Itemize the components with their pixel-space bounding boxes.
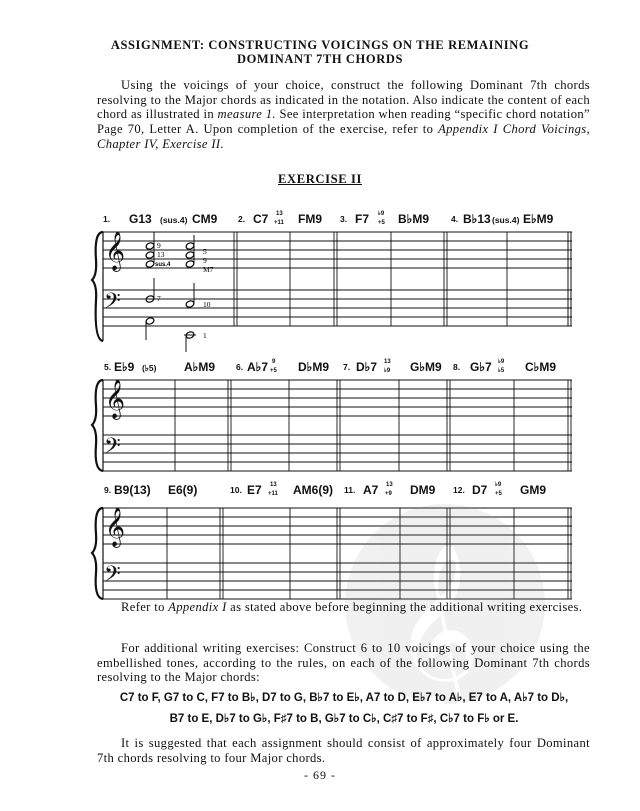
- svg-text:9: 9: [272, 359, 276, 365]
- annot-M7: M7: [203, 265, 214, 274]
- closing-paragraph: It is suggested that each assignment should consist of approximately four Dominant 7th chords resolving to four Major chords.: [97, 736, 590, 765]
- svg-text:13: 13: [270, 482, 277, 488]
- svg-text:3.: 3.: [340, 214, 348, 224]
- annot-7: 7: [157, 294, 161, 303]
- svg-text:F7: F7: [355, 212, 370, 226]
- svg-text:+9: +9: [385, 491, 392, 497]
- intro-paragraph: Using the voicings of your choice, construct the following Dominant 7th chords resolving to the Major chords as indicated in the notation. Also indicate the content of each chord as illustrated in measure 1. See interpretation when reading “specific chord notation” Page 70, Letter A. Upon completion of the exercise, refer to Appendix I Chord Voicings, Chapter IV, Exercise II.: [97, 78, 590, 151]
- svg-text:E♭9: E♭9: [114, 360, 135, 374]
- chord-list-line2: B7 to E, D♭7 to G♭, F♯7 to B, G♭7 to C♭, C♯7 to F♯, C♭7 to F♭ or E.: [169, 713, 519, 725]
- svg-text:5.: 5.: [104, 362, 112, 372]
- chord-labels-system-1: [103, 210, 554, 226]
- svg-text:G13: G13: [129, 212, 152, 226]
- treble-clef-icon: 𝄞: [105, 231, 126, 271]
- svg-text:A♭M9: A♭M9: [184, 360, 215, 374]
- treble-clef-icon: 𝄞: [105, 507, 126, 547]
- svg-text:B♭M9: B♭M9: [398, 212, 429, 226]
- chord-list-line1: C7 to F, G7 to C, F7 to B♭, D7 to G, B♭7 to E♭, A7 to D, E♭7 to A♭, E7 to A, A♭7 to D♭,: [119, 692, 569, 704]
- bass-staff-1: [103, 290, 572, 326]
- annot-13: 13: [157, 250, 165, 259]
- svg-text:+11: +11: [268, 491, 278, 497]
- svg-text:♭9: ♭9: [498, 359, 505, 365]
- assignment-heading-line2: DOMINANT 7TH CHORDS: [236, 52, 404, 66]
- svg-text:13: 13: [276, 211, 283, 217]
- annot-5: 5: [203, 247, 207, 256]
- svg-text:D♭M9: D♭M9: [298, 360, 329, 374]
- svg-text:1.: 1.: [103, 214, 111, 224]
- svg-text:10.: 10.: [230, 485, 242, 495]
- annot-10: 10: [203, 300, 211, 309]
- svg-text:A7: A7: [363, 483, 379, 497]
- svg-text:♭9: ♭9: [384, 368, 391, 374]
- svg-text:CM9: CM9: [192, 212, 218, 226]
- svg-text:FM9: FM9: [298, 212, 322, 226]
- svg-text:(♭5): (♭5): [142, 363, 157, 373]
- annot-9b: 9: [203, 256, 207, 265]
- svg-text:9.: 9.: [104, 485, 112, 495]
- svg-text:C♭M9: C♭M9: [525, 360, 556, 374]
- svg-text:GM9: GM9: [520, 483, 547, 497]
- system-2: [92, 380, 572, 471]
- exercise-title: EXERCISE II: [278, 172, 362, 186]
- svg-text:(sus.4): (sus.4): [160, 215, 188, 225]
- svg-text:E6(9): E6(9): [168, 483, 198, 497]
- svg-text:12.: 12.: [453, 485, 465, 495]
- page-number: - 69 -: [304, 768, 336, 782]
- svg-text:13: 13: [384, 359, 391, 365]
- svg-text:A♭7: A♭7: [247, 360, 268, 374]
- annot-9: 9: [157, 241, 161, 250]
- svg-text:11.: 11.: [344, 485, 356, 495]
- bass-clef-icon: 𝄢: [104, 289, 121, 319]
- svg-text:6.: 6.: [236, 362, 244, 372]
- svg-text:7.: 7.: [343, 362, 351, 372]
- chord-labels-system-2: [104, 358, 556, 374]
- assignment-heading-line1: ASSIGNMENT: CONSTRUCTING VOICINGS ON THE REMAINING: [110, 38, 530, 52]
- svg-text:8.: 8.: [453, 362, 461, 372]
- additional-paragraph: For additional writing exercises: Construct 6 to 10 voicings of your choice using the embellished tones, according to the rules, on each of the following Dominant 7th chords resolving to the Major chords:: [97, 641, 590, 685]
- svg-text:B9(13): B9(13): [114, 483, 151, 497]
- refer-paragraph: Refer to Appendix I as stated above before beginning the additional writing exercises.: [121, 600, 583, 614]
- bass-clef-icon: 𝄢: [104, 562, 121, 592]
- annot-sus4: sus.4: [155, 262, 171, 268]
- svg-text:G♭M9: G♭M9: [410, 360, 442, 374]
- svg-text:+5: +5: [270, 368, 277, 374]
- svg-text:+5: +5: [378, 220, 385, 226]
- svg-text:♭9: ♭9: [378, 211, 385, 217]
- svg-text:E♭M9: E♭M9: [523, 212, 554, 226]
- svg-text:4.: 4.: [451, 214, 459, 224]
- svg-text:DM9: DM9: [410, 483, 436, 497]
- svg-text:13: 13: [386, 482, 393, 488]
- svg-text:G♭7: G♭7: [470, 360, 492, 374]
- svg-text:D♭7: D♭7: [356, 360, 377, 374]
- svg-text:C7: C7: [253, 212, 269, 226]
- chord-labels-system-3: [104, 481, 546, 497]
- treble-clef-icon: 𝄞: [105, 379, 126, 419]
- svg-text:♭5: ♭5: [498, 368, 505, 374]
- svg-text:+11: +11: [274, 220, 284, 226]
- svg-text:𝄞: 𝄞: [392, 542, 481, 716]
- system-1: [92, 232, 572, 341]
- svg-text:D7: D7: [472, 483, 488, 497]
- svg-text:2.: 2.: [238, 214, 246, 224]
- svg-text:+5: +5: [495, 491, 502, 497]
- bass-clef-icon: 𝄢: [104, 434, 121, 464]
- treble-staff-1: [103, 232, 572, 268]
- svg-text:E7: E7: [247, 483, 262, 497]
- annot-1: 1: [203, 331, 207, 340]
- svg-text:B♭13: B♭13: [463, 212, 491, 226]
- svg-text:AM6(9): AM6(9): [293, 483, 334, 497]
- svg-text:♭9: ♭9: [495, 482, 502, 488]
- svg-text:(sus.4): (sus.4): [492, 215, 520, 225]
